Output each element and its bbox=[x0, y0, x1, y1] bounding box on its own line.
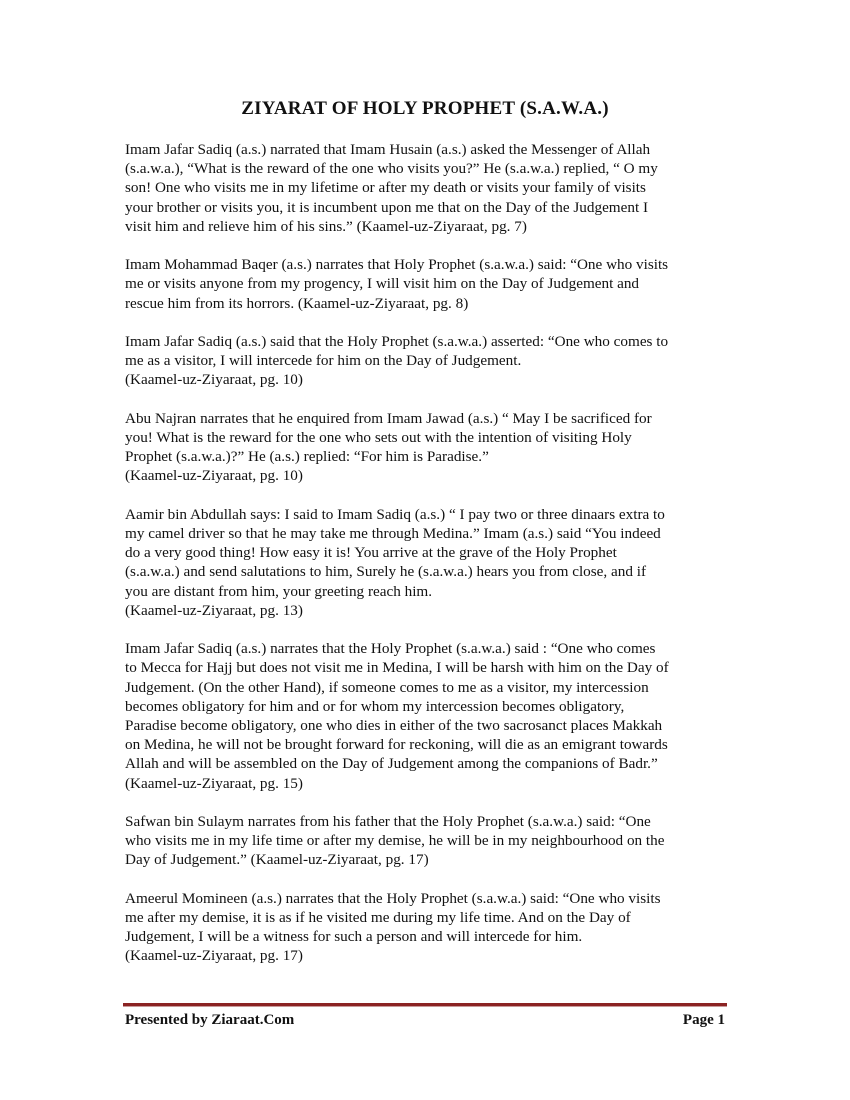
footer-presented-by: Presented by Ziaraat.Com bbox=[125, 1012, 295, 1028]
paragraph: Safwan bin Sulaym narrates from his father that the Holy Prophet (s.a.w.a.) said: “One who visits me in my life time or after my demise, he will be in my neighbourhood on the Day of Judgement.” (Kaamel-uz-Ziyaraat, pg. 17) bbox=[125, 813, 665, 869]
page-title: ZIYARAT OF HOLY PROPHET (S.A.W.A.) bbox=[241, 98, 609, 119]
paragraph: Abu Najran narrates that he enquired from Imam Jawad (a.s.) “ May I be sacrificed for you! What is the reward for the one who sets out with the intention of visiting Holy Prophet (s.a.w.a.)?” He (a.s.) replied: “For him is Paradise.” (Kaamel-uz-Ziyaraat, pg. 10) bbox=[125, 409, 652, 485]
paragraph: Imam Jafar Sadiq (a.s.) narrates that the Holy Prophet (s.a.w.a.) said : “One who comes to Mecca for Hajj but does not visit me in Medina, I will be harsh with him on the Day of Judgement. (On the other Hand), if someone comes to me as a visitor, my intercession becomes obligatory for him and or for whom my intercession becomes obligatory, Paradise become obligatory, one who dies in either of the two sacrosanct places Makkah on Medina, he will not be brought forward for reckoning, will die as an emigrant towards Allah and will be assembled on the Day of Judgement among the companions of Badr.” (Kaamel-uz-Ziyaraat, pg. 15) bbox=[125, 640, 669, 792]
paragraph: Ameerul Momineen (a.s.) narrates that the Holy Prophet (s.a.w.a.) said: “One who visits me after my demise, it is as if he visited me during my life time. And on the Day of Judgement, I will be a witness for such a person and will intercede for him. (Kaamel-uz-Ziyaraat, pg. 17) bbox=[125, 889, 661, 965]
paragraph: Imam Jafar Sadiq (a.s.) narrated that Imam Husain (a.s.) asked the Messenger of Allah (s.a.w.a.), “What is the reward of the one who visits you?” He (s.a.w.a.) replied, “ O my son! One who visits me in my lifetime or after my death or visits your family of visits your brother or visits you, it is incumbent upon me that on the Day of the Judgement I visit him and relieve him of his sins.” (Kaamel-uz-Ziyaraat, pg. 7) bbox=[125, 141, 658, 235]
document-body bbox=[125, 140, 725, 985]
paragraph: Imam Jafar Sadiq (a.s.) said that the Holy Prophet (s.a.w.a.) asserted: “One who comes to me as a visitor, I will intercede for him on the Day of Judgement. (Kaamel-uz-Ziyaraat, pg. 10) bbox=[125, 333, 669, 389]
paragraph: Aamir bin Abdullah says: I said to Imam Sadiq (a.s.) “ I pay two or three dinaars extra to my camel driver so that he may take me through Medina.” Imam (a.s.) said “You indeed do a very good thing! How easy it is! You arrive at the grave of the Holy Prophet (s.a.w.a.) and send salutations to him, Surely he (s.a.w.a.) hears you from close, and if you are distant from him, your greeting reach him. (Kaamel-uz-Ziyaraat, pg. 13) bbox=[125, 505, 665, 619]
paragraph: Imam Mohammad Baqer (a.s.) narrates that Holy Prophet (s.a.w.a.) said: “One who visits me or visits anyone from my progency, I will visit him on the Day of Judgement and rescue him from its horrors. (Kaamel-uz-Ziyaraat, pg. 8) bbox=[125, 256, 669, 312]
footer-page-number: Page 1 bbox=[682, 1012, 725, 1028]
footer-divider bbox=[123, 1003, 727, 1007]
